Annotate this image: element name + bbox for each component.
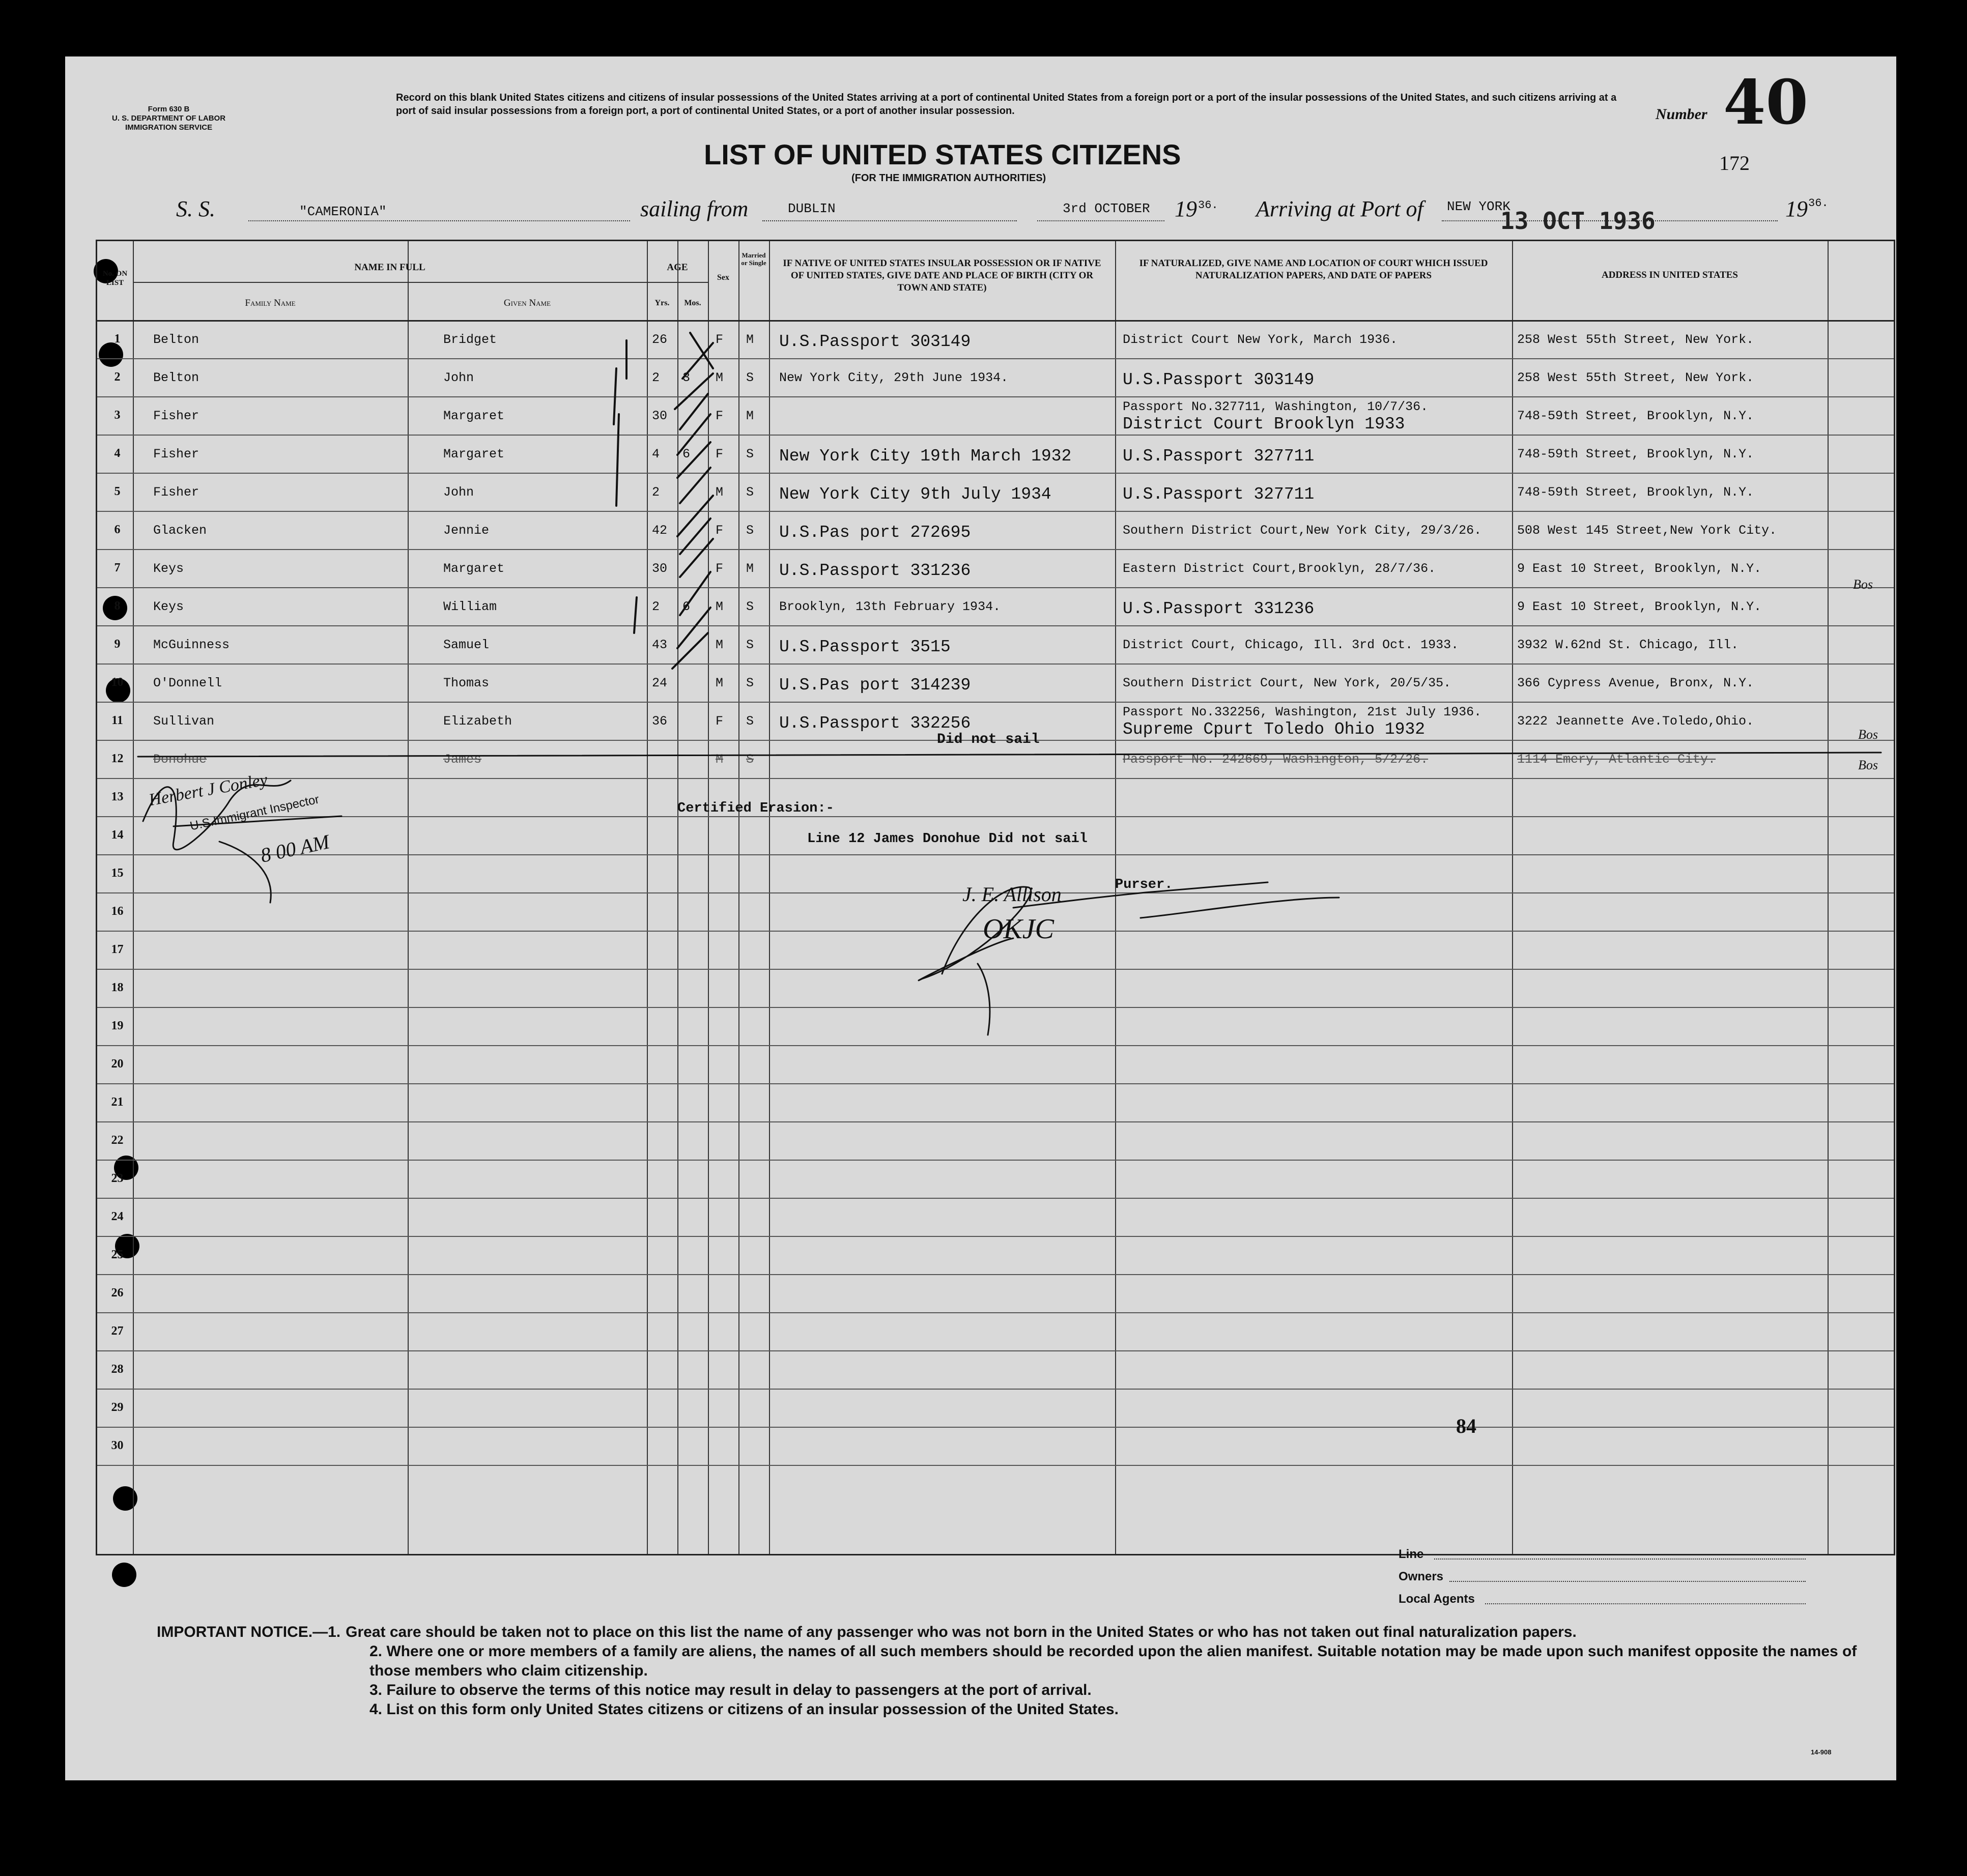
year-suffix: 36. [1198,199,1218,212]
notice-item: 4. List on this form only United States citizens or citizens of an insular possession of the United States. [369,1701,1119,1718]
birth-info: New York City, 29th June 1934. [779,370,1009,385]
birth-info: Did not sail [937,732,1040,747]
arrival-date-stamp: 13 OCT 1936 [1500,207,1656,235]
birth-info: U.S.Passport 332256 [779,714,971,733]
marital-status: S [746,599,754,614]
birth-info: U.S.Pas port 272695 [779,523,971,542]
erasion-line: Line 12 James Donohue Did not sail [807,831,1088,847]
given-name: Margaret [443,561,505,576]
margin-note: Bos [1858,727,1878,742]
birth-info: New York City 9th July 1934 [779,485,1051,504]
row-number: 23 [111,1172,124,1185]
notice-heading: IMPORTANT NOTICE.—1. [157,1624,341,1640]
initials: OKJC [983,913,1054,945]
given-name: Thomas [443,676,490,690]
age-years: 30 [652,561,668,576]
birth-info: U.S.Passport 303149 [779,332,971,351]
sheet-number: 172 [1719,152,1750,175]
header-native: IF NATIVE OF UNITED STATES INSULAR POSSESSION OR IF NATIVE OF UNITED STATES, GIVE DATE AND PLACE OF BIRTH (CITY OR TOWN AND STATE) [783,258,1101,293]
manifest-page [65,56,1896,1780]
row-number: 28 [111,1363,124,1376]
birth-info: U.S.Passport 331236 [779,561,971,580]
naturalization-info: U.S.Passport 327711 [1123,485,1315,504]
age-years: 30 [652,409,668,423]
family-name: Fisher [153,485,199,500]
margin-note: Bos [1858,758,1878,772]
naturalization-info: District Court, Chicago, Ill. 3rd Oct. 1933. [1123,638,1459,652]
birth-info: U.S.Passport 3515 [779,638,951,656]
row-number: 2 [114,370,121,384]
birth-info: New York City 19th March 1932 [779,447,1072,466]
naturalization-info: U.S.Passport 327711 [1123,447,1315,466]
given-name: Samuel [443,638,490,652]
header-family-name: Family Name [245,298,296,308]
row-number: 27 [111,1324,124,1338]
marital-status: S [746,752,754,767]
sex: F [716,561,724,576]
marital-status: S [746,638,754,652]
marital-status: S [746,370,754,385]
marital-status: S [746,485,754,500]
row-number: 11 [111,714,123,727]
age-years: 2 [652,485,660,500]
sex: F [716,447,724,461]
sailing-label: sailing from [640,196,749,221]
address: 258 West 55th Street, New York. [1517,370,1754,385]
age-years: 43 [652,638,668,652]
year-prefix: 19 [1175,196,1197,221]
row-number: 5 [114,485,121,498]
given-name: William [443,599,497,614]
address: 9 East 10 Street, Brooklyn, N.Y. [1517,599,1762,614]
passenger-table [96,240,1895,1555]
row-number: 13 [111,790,124,803]
margin-note: Bos [1853,577,1873,592]
marital-status: S [746,676,754,690]
row-number: 17 [111,943,124,956]
family-name: Belton [153,332,199,347]
address: 748-59th Street, Brooklyn, N.Y. [1517,485,1754,500]
given-name: Margaret [443,409,505,423]
naturalization-info: U.S.Passport 331236 [1123,599,1315,618]
page-number: 84 [1456,1415,1476,1437]
row-number: 3 [114,409,121,422]
sex: M [716,599,724,614]
row-number: 22 [111,1134,124,1147]
naturalization-info: U.S.Passport 303149 [1123,370,1315,389]
row-number: 24 [111,1210,124,1223]
family-name: Donohue [153,752,207,767]
address: 748-59th Street, Brooklyn, N.Y. [1517,447,1754,461]
page-title: LIST OF UNITED STATES CITIZENS [704,138,1181,170]
given-name: Elizabeth [443,714,512,729]
header-age: AGE [667,262,688,273]
family-name: Belton [153,370,199,385]
given-name: Margaret [443,447,505,461]
marital-status: M [746,409,754,423]
given-name: Jennie [443,523,490,538]
purser-title: Purser. [1115,877,1173,892]
age-years: 24 [652,676,668,690]
row-number: 14 [111,828,124,842]
row-number: 19 [111,1019,124,1032]
naturalization-info: Passport No.332256, Washington, 21st July 1936. [1123,705,1482,719]
inspection-time: 8 00 AM [258,830,332,867]
family-name: Fisher [153,409,199,423]
row-number: 8 [114,599,121,613]
sex: M [716,676,724,690]
row-number: 12 [111,752,124,765]
notice-item: 3. Failure to observe the terms of this notice may result in delay to passengers at the port of arrival. [369,1682,1092,1698]
header-address: ADDRESS IN UNITED STATES [1601,270,1738,280]
birth-info: U.S.Pas port 314239 [779,676,971,695]
age-months: 6 [682,599,691,614]
naturalization-info: Passport No.327711, Washington, 10/7/36. [1123,399,1429,414]
naturalization-info: Southern District Court, New York, 20/5/35. [1123,676,1451,690]
marital-status: S [746,447,754,461]
marital-status: M [746,332,754,347]
sex: F [716,332,724,347]
line-label: Line [1399,1547,1424,1561]
age-years: 36 [652,714,668,729]
naturalization-info: Passport No. 242669, Washington, 5/2/26. [1123,752,1429,767]
year2-suffix: 36. [1808,197,1829,210]
local-agents-label: Local Agents [1399,1592,1475,1606]
inspector-title: U.S.Immigrant Inspector [188,792,321,833]
form-id [112,105,225,132]
given-name: John [443,485,474,500]
header-yrs: Yrs. [654,299,670,307]
row-number: 25 [111,1248,124,1261]
header-sex: Sex [717,273,729,282]
instructions-note: Record on this blank United States citizens and citizens of insular possessions of the United States arriving at a port of continental United States from a foreign port or a port of the insular possessions of the United States, and such citizens arriving at a port of said insular possessions from a foreign port, a port of continental United States, or a port of another insular possession. [396,92,1617,117]
header-given-name: Given Name [503,298,551,308]
arriving-label: Arriving at Port of [1256,196,1423,221]
purser-signature: J. E. Allison [962,883,1062,906]
age-years: 4 [652,447,660,461]
row-number: 10 [111,676,124,689]
marital-status: S [746,714,754,729]
footer-code: 14-908 [1811,1748,1832,1756]
owners-label: Owners [1399,1570,1444,1583]
ship-name: "CAMERONIA" [299,204,387,219]
form-number: Form 630 B [148,105,190,113]
departure-port: DUBLIN [788,201,836,216]
sex: F [716,714,724,729]
age-months: 6 [682,447,691,461]
age-years: 2 [652,370,660,385]
notice-item: Great care should be taken not to place on this list the name of any passenger who was not born in the United States or who has not taken out final naturalization papers. [346,1624,1577,1640]
age-years: 2 [652,599,660,614]
age-months: 3 [682,370,691,385]
birth-info: Brooklyn, 13th February 1934. [779,599,1001,614]
address: 508 West 145 Street,New York City. [1517,523,1777,538]
sex: M [716,638,724,652]
service: IMMIGRATION SERVICE [125,123,213,132]
naturalization-info-2: District Court Brooklyn 1933 [1123,415,1405,434]
row-number: 6 [114,523,121,536]
sex: F [716,523,724,538]
address: 258 West 55th Street, New York. [1517,332,1754,347]
address: 9 East 10 Street, Brooklyn, N.Y. [1517,561,1762,576]
family-name: Keys [153,599,184,614]
row-number: 9 [114,638,121,651]
important-notice [157,1623,1887,1719]
naturalization-info: Southern District Court,New York City, 29/3/26. [1123,523,1482,538]
erasion-label: Certified Erasion:- [677,801,834,816]
given-name: John [443,370,474,385]
age-years: 42 [652,523,668,538]
family-name: Sullivan [153,714,215,729]
given-name: Bridget [443,332,497,347]
family-name: Glacken [153,523,207,538]
row-number: 15 [111,867,124,880]
row-number: 1 [114,332,121,345]
header-naturalized: IF NATURALIZED, GIVE NAME AND LOCATION OF COURT WHICH ISSUED NATURALIZATION PAPERS, AND DATE OF PAPERS [1139,258,1488,281]
department: U. S. DEPARTMENT OF LABOR [112,114,226,123]
header-mos: Mos. [684,299,701,307]
naturalization-info-2: Supreme Cpurt Toledo Ohio 1932 [1123,720,1426,739]
sex: M [716,370,724,385]
naturalization-info: District Court New York, March 1936. [1123,332,1398,347]
address: 1114 Emery, Atlantic City. [1517,752,1716,767]
punch-hole [112,1563,136,1587]
address: 366 Cypress Avenue, Bronx, N.Y. [1517,676,1754,690]
age-years: 26 [652,332,668,347]
row-number: 18 [111,981,124,994]
sex: F [716,409,724,423]
family-name: Keys [153,561,184,576]
family-name: McGuinness [153,638,230,652]
page-subtitle: (FOR THE IMMIGRATION AUTHORITIES) [851,172,1046,184]
departure-date: 3rd OCTOBER [1063,201,1150,216]
row-number: 16 [111,905,124,918]
list-number: 40 [1723,67,1808,138]
ss-label: S. S. [176,196,215,221]
row-number: 4 [114,447,121,460]
row-number: 7 [114,561,121,574]
number-label: Number [1656,106,1707,123]
address: 748-59th Street, Brooklyn, N.Y. [1517,409,1754,423]
notice-item: 2. Where one or more members of a family are aliens, the names of all such members should be recorded upon the alien manifest. Suitable notation may be made upon such manifest opposite the names of those members who claim citizenship. [369,1643,1857,1679]
arrival-port: NEW YORK [1447,199,1510,214]
address: 3222 Jeannette Ave.Toledo,Ohio. [1517,714,1754,729]
row-number: 21 [111,1095,124,1109]
family-name: Fisher [153,447,199,461]
row-number: 30 [111,1439,124,1452]
marital-status: M [746,561,754,576]
header-married: Married or Single [741,251,766,267]
sex: M [716,485,724,500]
inspector-signature: Herbert J Conley [147,770,269,810]
row-number: 26 [111,1286,124,1300]
family-name: O'Donnell [153,676,222,690]
row-number: 29 [111,1401,124,1414]
marital-status: S [746,523,754,538]
address: 3932 W.62nd St. Chicago, Ill. [1517,638,1739,652]
header-no: No. ON LIST [102,270,128,287]
row-number: 20 [111,1057,124,1071]
given-name: James [443,752,482,767]
sex: M [716,752,724,767]
year2-prefix: 19 [1785,196,1808,221]
header-name-in-full: NAME IN FULL [354,262,425,273]
naturalization-info: Eastern District Court,Brooklyn, 28/7/36. [1123,561,1436,576]
